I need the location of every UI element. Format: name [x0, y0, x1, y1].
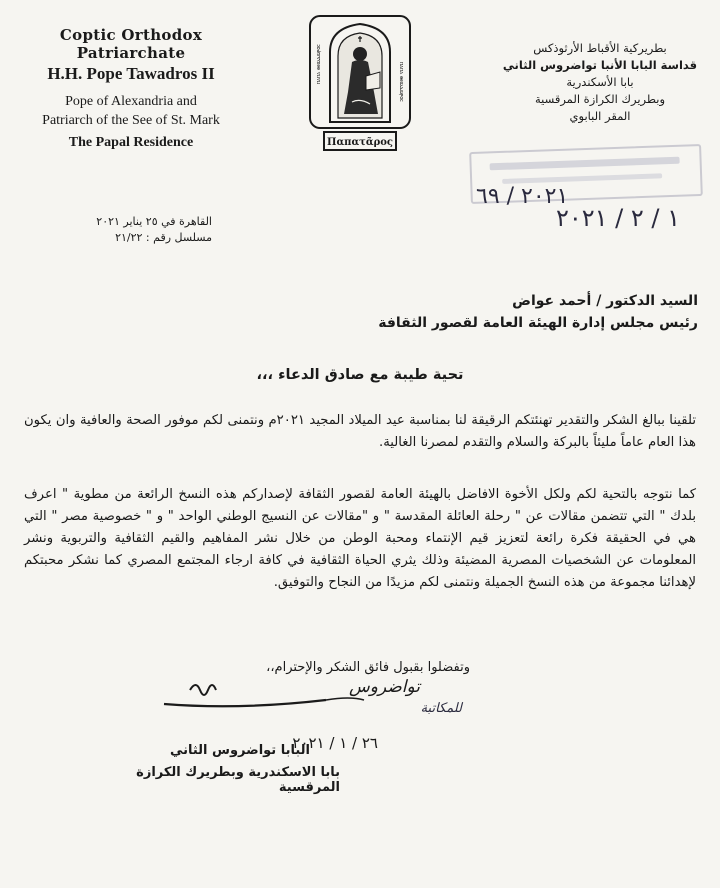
signatory-name: البابا تواضروس الثاني [169, 743, 310, 758]
signature-note: للمكاتبة [420, 701, 462, 716]
body-paragraph-1 [24, 410, 696, 454]
seal-caption: Παπατᾶρος [327, 137, 393, 148]
english-letterhead [16, 26, 246, 151]
body-paragraph-2 [24, 484, 696, 594]
body-paragraph-1-text: تلقينا ببالغ الشكر والتقدير تهنئتكم الرقيقة لنا بمناسبة عيد الميلاد المجيد ٢٠٢١م ونتمنى لكم موفور الصحة والعافية وان يكون هذا العام عاماً مليئاً بالبركة والسلام والتقدم لمصرنا الغالية. [24, 413, 696, 450]
recipient-block [298, 290, 698, 334]
greeting: تحية طيبة مع صادق الدعاء ،،، [256, 367, 464, 383]
seal-border-text-right: ⲡⲁⲡⲁ ⲑⲉⲱⲇⲱⲣⲟⲥ [398, 62, 405, 102]
signatory-title: بابا الاسكندرية وبطريرك الكرازة المرقسية [136, 765, 340, 795]
recipient-name: السيد الدكتور / أحمد عواض [512, 293, 698, 309]
seal-border-text-left: ⲡⲁⲡⲁ ⲑⲉⲱⲇⲱⲣⲟⲥ [315, 44, 322, 84]
signature-date: ٢٦ / ١ / ٢٠٢١ [292, 734, 378, 752]
stamp-handwritten-number: ٢٠٢١ / ٦٩ [476, 184, 569, 209]
signature-script: تواضروس [348, 677, 420, 697]
date-serial-block [62, 214, 212, 246]
serial-number: مسلسل رقم : ٢١/٢٢ [115, 231, 212, 244]
org-name-ar: بطريركية الأقباط الأرثوذكس [533, 41, 667, 55]
recipient-position: رئيس مجلس إدارة الهيئة العامة لقصور الثقافة [378, 315, 698, 331]
residence-ar: المقر البابوي [569, 109, 631, 123]
letter-date: القاهرة في ٢٥ يناير ٢٠٢١ [96, 215, 212, 228]
pope-title-en-2: Patriarch of the See of St. Mark [42, 113, 220, 128]
org-name-en: Coptic Orthodox Patriarchate [59, 26, 203, 62]
pope-title-en-1: Pope of Alexandria and [65, 94, 197, 109]
pope-name-en: H.H. Pope Tawadros II [47, 64, 215, 83]
residence-en: The Papal Residence [68, 135, 194, 150]
pope-name-ar: قداسة البابا الأنبا تواضروس الثاني [502, 58, 698, 72]
papal-seal-emblem [308, 14, 412, 154]
pope-title-ar-2: وبطريرك الكرازة المرقسية [534, 92, 666, 106]
stamp-handwritten-date: ١ / ٢ / ٢٠٢١ [555, 204, 680, 232]
pope-title-ar-1: بابا الأسكندرية [566, 75, 634, 89]
arabic-letterhead [500, 40, 700, 125]
body-paragraph-2-text: كما نتوجه بالتحية لكم ولكل الأخوة الافاضل بالهيئة العامة لقصور الثقافة لإصداركم هذه النسخ الرائعة من مطوية " اعرف بلدك " التي تتضمن مقالات عن " رحلة العائلة المقدسة " و "مقالات عن النسيج الوطني الواحد " و " خصوصية مصر " التي هي في الحقيقة فكرة رائعة لتعزيز قيم الإنتماء ومحبة الوطن من خلال نشر المفاهيم والقيم الثقافية والتربوية ونشر المعلومات عن الشخصيات المصرية المضيئة وذلك يثري الحياة الثقافية في كافة ارجاء المجتمع المصري كما نشكر محبتكم لإهدائنا مجموعة من هذه النسخ الجميلة ونتمنى لكم مزيدًا من النجاح والتوفيق. [24, 487, 696, 590]
closing-line: وتفضلوا بقبول فائق الشكر والإحترام،، [266, 660, 470, 675]
